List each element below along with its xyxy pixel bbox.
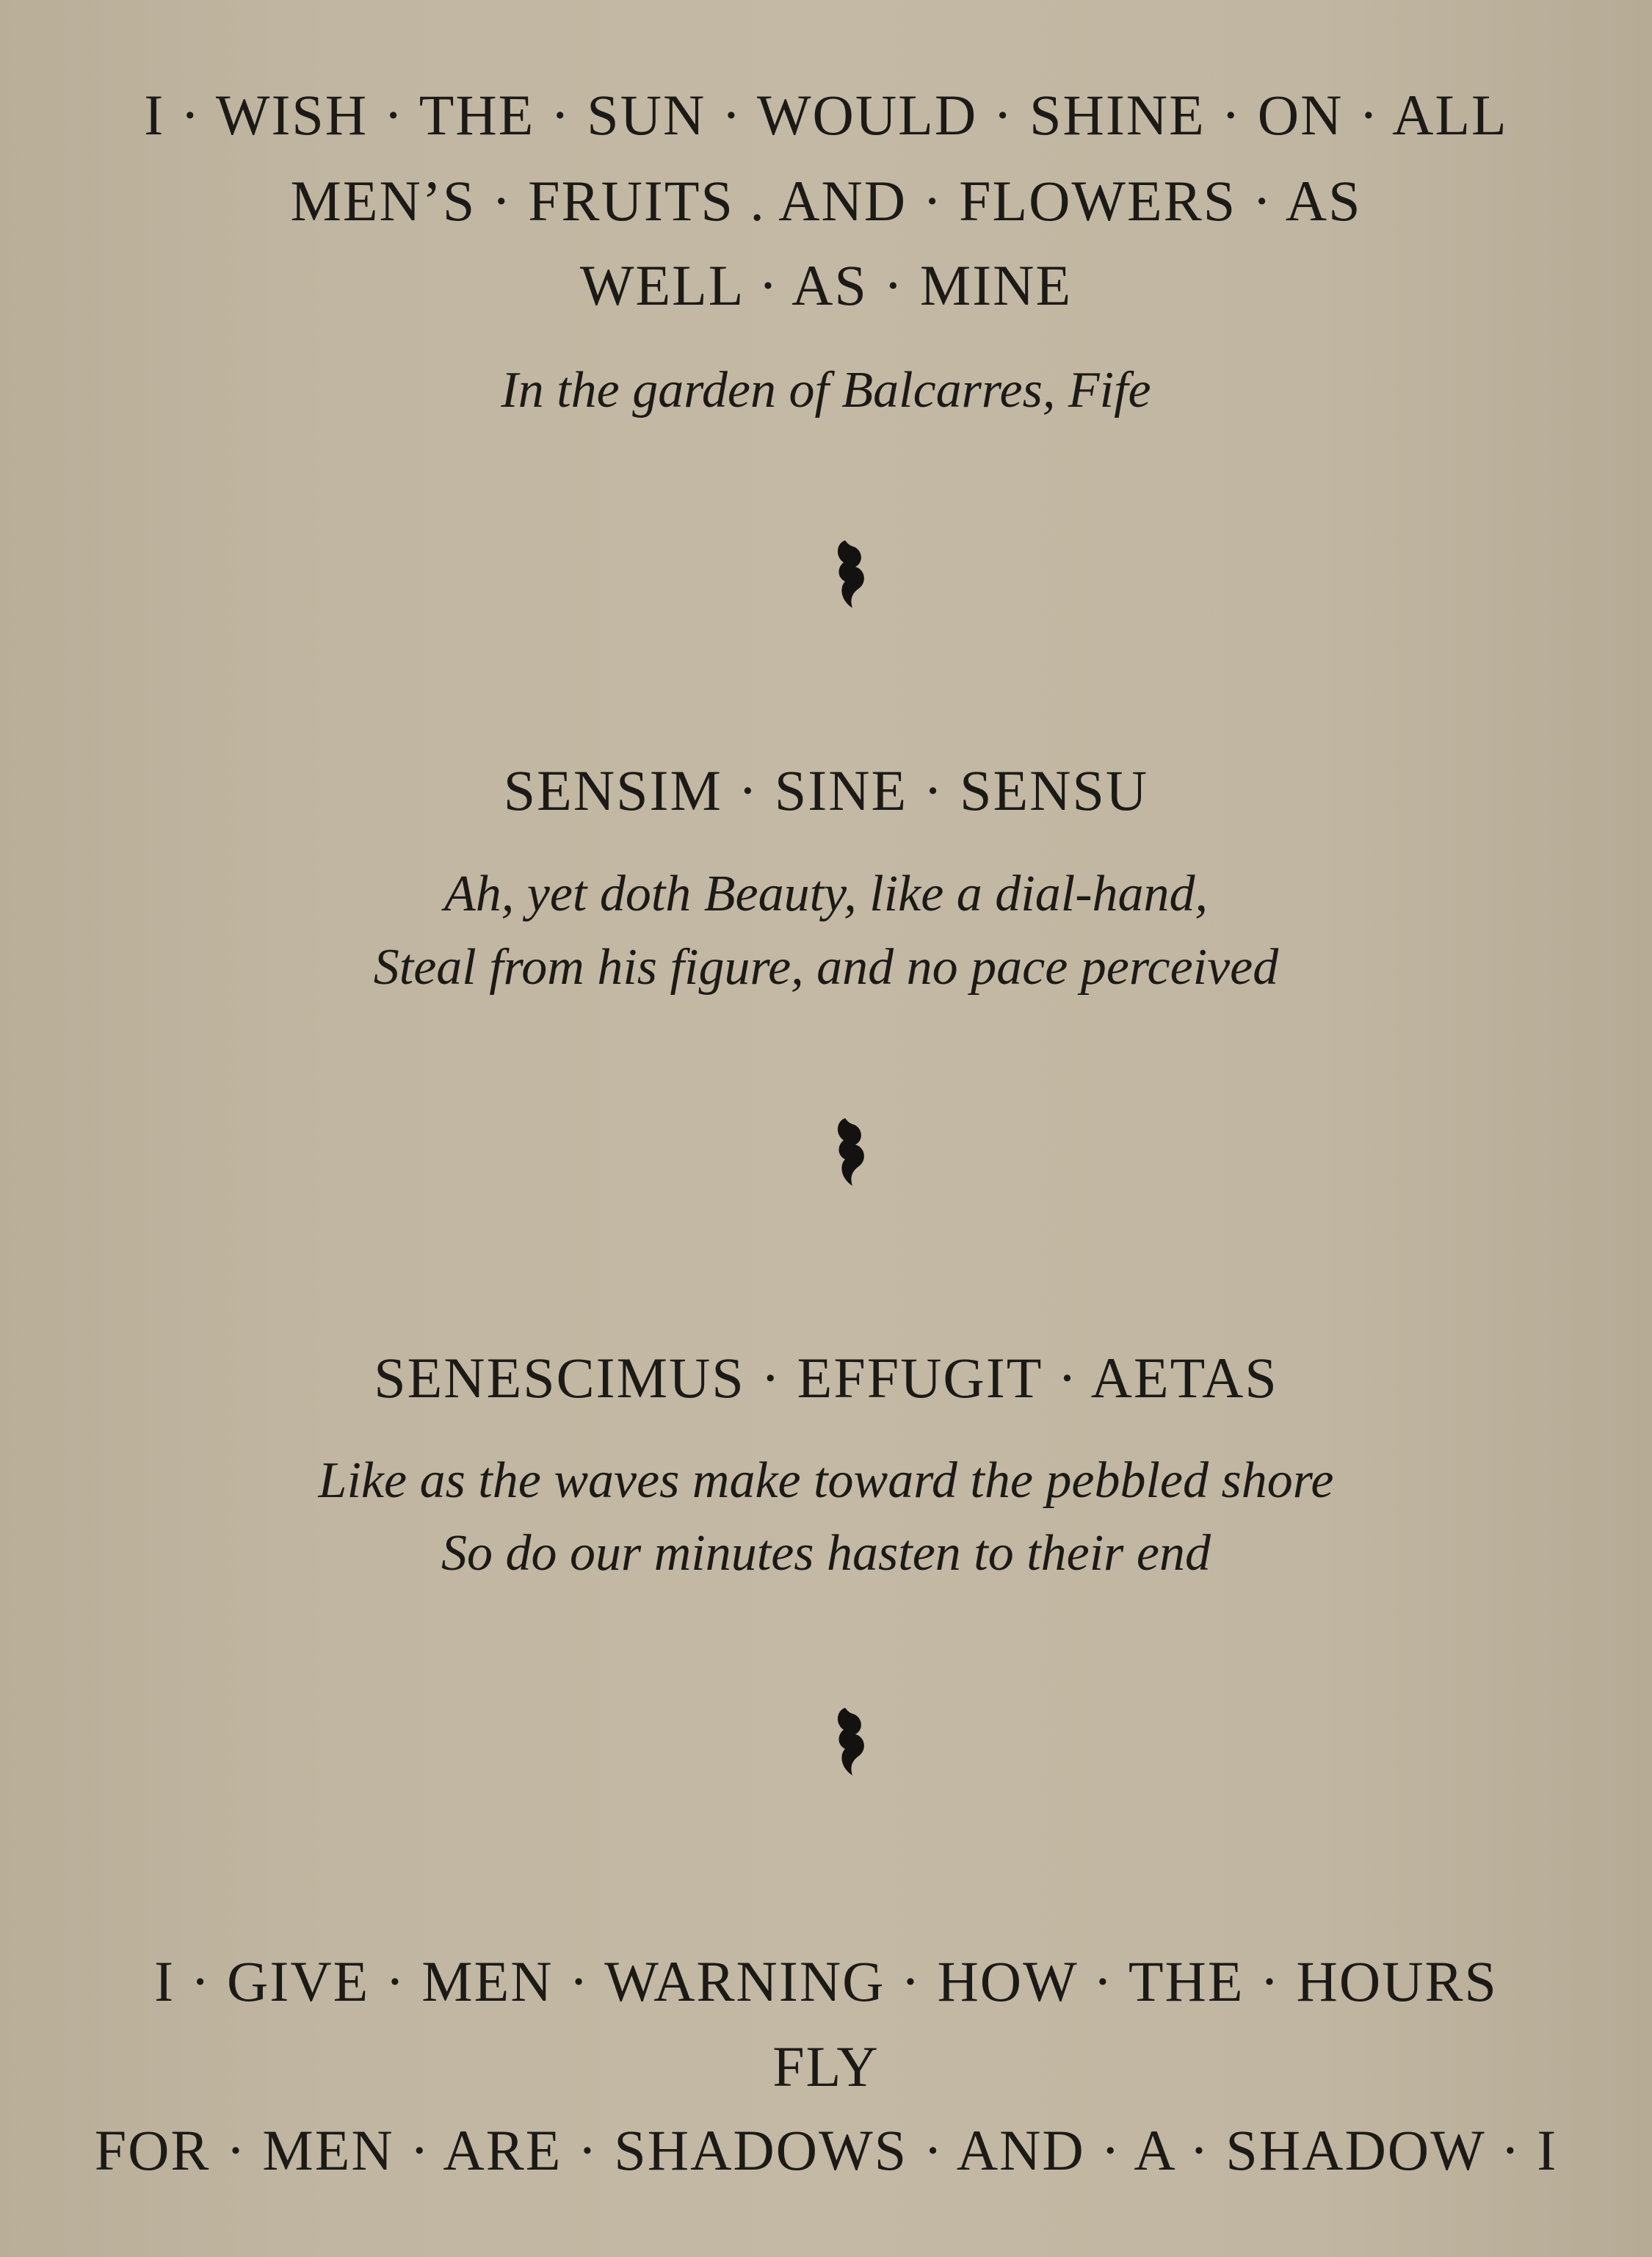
motto-line: FLY xyxy=(772,2035,880,2098)
section-ornament-icon xyxy=(823,535,882,615)
motto-line: SENESCIMUS · EFFUGIT · AETAS xyxy=(374,1346,1278,1410)
motto-line: WELL · AS · MINE xyxy=(579,253,1073,317)
motto-line: MEN’S · FRUITS . AND · FLOWERS · AS xyxy=(290,169,1362,233)
motto-line: I · WISH · THE · SUN · WOULD · SHINE · ON · ALL xyxy=(144,83,1508,147)
section-ornament-icon xyxy=(823,1112,882,1193)
motto-line: FOR · MEN · ARE · SHADOWS · AND · A · SHADOW · I xyxy=(94,2118,1558,2182)
verse-line: Steal from his figure, and no pace perceived xyxy=(373,939,1279,996)
verse-line: So do our minutes hasten to their end xyxy=(441,1525,1211,1582)
motto-line: I · GIVE · MEN · WARNING · HOW · THE · HOURS xyxy=(154,1949,1498,2013)
section-ornament-icon xyxy=(823,1702,882,1783)
verse-line: In the garden of Balcarres, Fife xyxy=(501,362,1151,419)
verse-line: Ah, yet doth Beauty, like a dial-hand, xyxy=(443,866,1209,922)
verse-line: Like as the waves make toward the pebbled shore xyxy=(318,1452,1334,1509)
motto-line: SENSIM · SINE · SENSU xyxy=(503,758,1149,822)
